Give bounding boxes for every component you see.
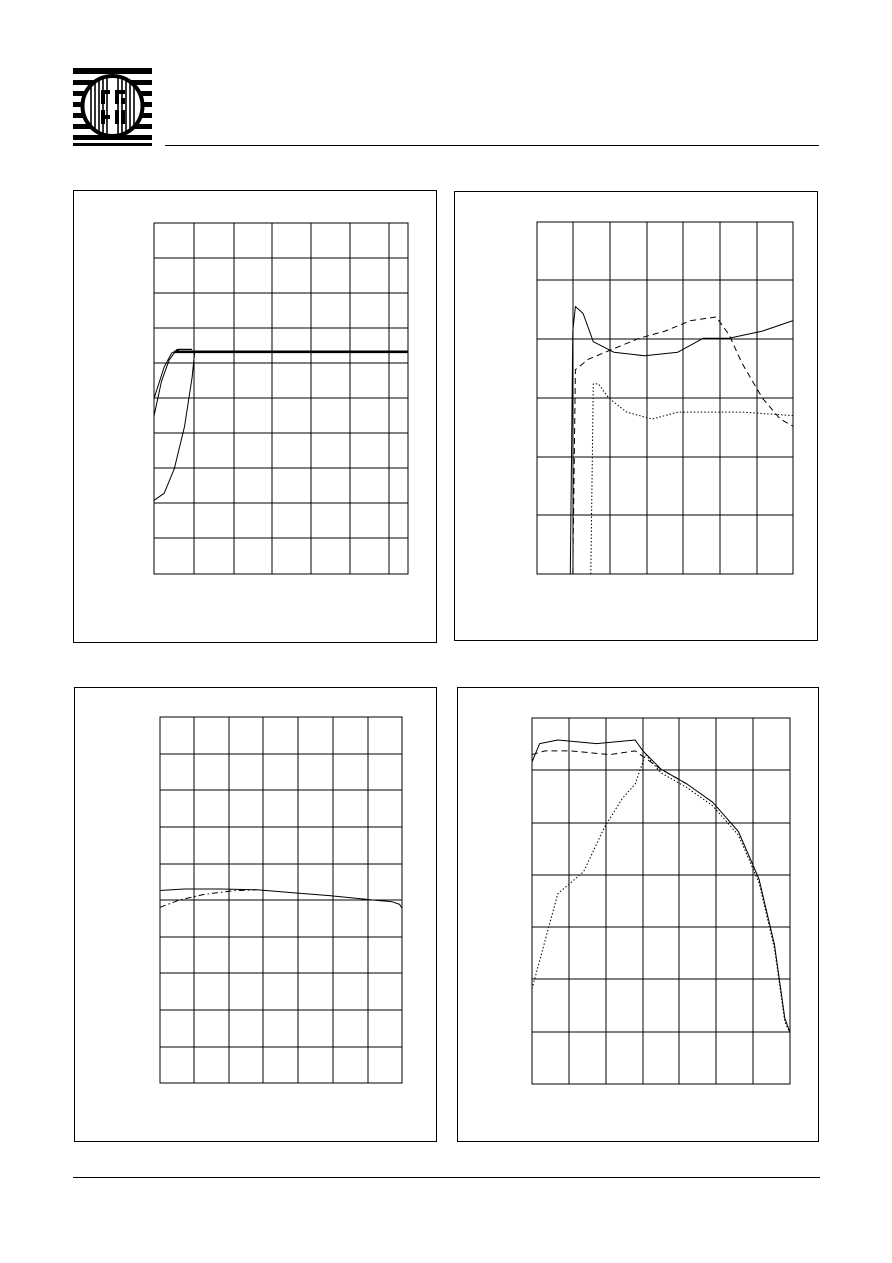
chart-bottom-right bbox=[458, 688, 820, 1143]
series-line-1 bbox=[532, 740, 790, 1033]
chart-panel-top-right bbox=[454, 191, 818, 641]
series-line-2 bbox=[532, 751, 687, 784]
chart-top-right bbox=[455, 192, 819, 642]
chart-bottom-left bbox=[75, 688, 438, 1143]
series-line-2 bbox=[160, 890, 257, 908]
series-line-3 bbox=[532, 755, 790, 1033]
company-logo-icon bbox=[73, 68, 152, 146]
plot-frame bbox=[532, 718, 790, 1084]
series-line-1 bbox=[160, 889, 402, 908]
footer-rule bbox=[73, 1177, 820, 1178]
series-line-1 bbox=[570, 307, 793, 575]
chart-panel-top-left bbox=[73, 190, 437, 643]
series-line-3 bbox=[591, 384, 793, 574]
series-line-3 bbox=[154, 353, 195, 500]
chart-panel-bottom-right bbox=[457, 687, 819, 1142]
chart-grid bbox=[160, 717, 402, 1083]
series-line-4 bbox=[154, 349, 192, 416]
chart-panel-bottom-left bbox=[74, 687, 437, 1142]
chart-grid bbox=[532, 718, 790, 1084]
header-rule bbox=[165, 145, 819, 146]
chart-top-left bbox=[74, 191, 438, 644]
chart-grid bbox=[154, 223, 408, 574]
chart-grid bbox=[537, 222, 793, 574]
